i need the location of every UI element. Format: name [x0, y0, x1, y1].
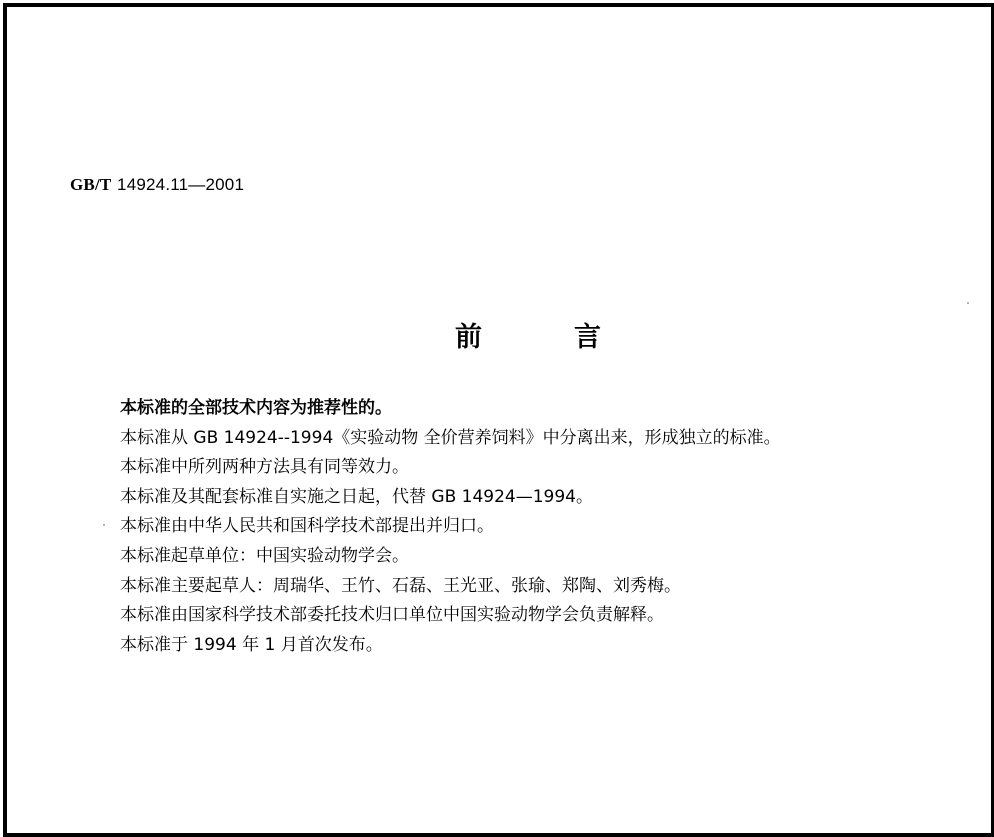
paragraph-drafters: 本标准主要起草人：周瑞华、王竹、石磊、王光亚、张瑜、郑陶、刘秀梅。 [120, 575, 681, 596]
standard-code-prefix: GB/T [70, 175, 112, 194]
paragraph-interpretation: 本标准由国家科学技术部委托技术归口单位中国实验动物学会负责解释。 [120, 605, 664, 626]
scan-speck [967, 302, 969, 304]
scan-speck [103, 524, 105, 526]
standard-code-number: 14924.11—2001 [117, 175, 245, 194]
paragraph-separation: 本标准从 GB 14924--1994《实验动物 全价营养饲料》中分离出来，形成独立的标准。 [120, 427, 781, 448]
standard-code [70, 175, 244, 195]
paragraph-equal-effect: 本标准中所列两种方法具有同等效力。 [120, 457, 409, 478]
paragraph-proposed-by: 本标准由中华人民共和国科学技术部提出并归口。 [120, 516, 494, 537]
preface-heading: 前言 [455, 322, 693, 353]
paragraph-drafting-unit: 本标准起草单位：中国实验动物学会。 [120, 545, 409, 566]
paragraph-recommendation: 本标准的全部技术内容为推荐性的。 [120, 398, 392, 418]
paragraph-first-release: 本标准于 1994 年 1 月首次发布。 [120, 634, 383, 655]
preface-body [120, 394, 781, 660]
paragraph-replacement: 本标准及其配套标准自实施之日起，代替 GB 14924—1994。 [120, 486, 593, 507]
document-page [3, 3, 994, 837]
